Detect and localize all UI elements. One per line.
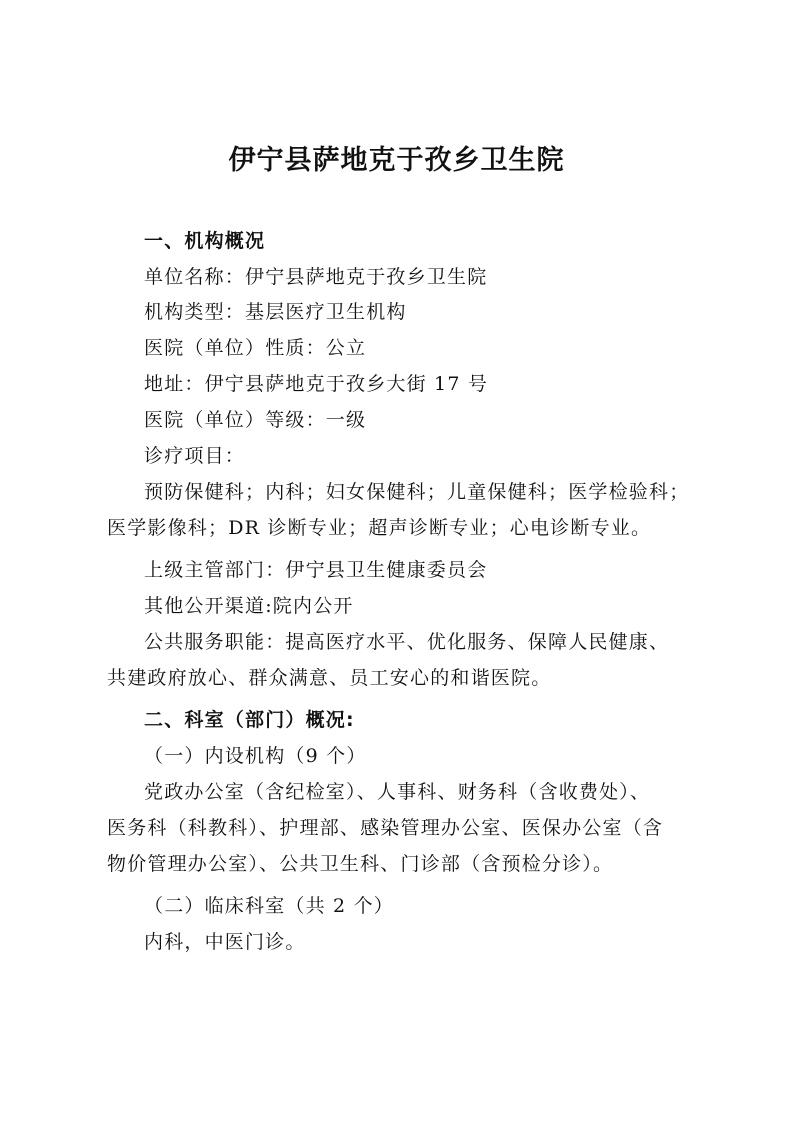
- services-list-line-2: 医学影像科；DR 诊断专业；超声诊断专业；心电诊断专业。: [107, 517, 652, 539]
- supervisor-line: 上级主管部门：伊宁县卫生健康委员会: [144, 559, 488, 581]
- other-channels-line: 其他公开渠道:院内公开: [144, 595, 354, 617]
- page-title: 伊宁县萨地克于孜乡卫生院: [228, 145, 565, 176]
- internal-institutions-line-3: 物价管理办公室）、公共卫生科、门诊部（含预检分诊）。: [107, 853, 614, 875]
- clinical-departments-list: 内科，中医门诊。: [144, 931, 306, 953]
- services-list-line-1: 预防保健科；内科；妇女保健科；儿童保健科；医学检验科；: [144, 481, 690, 503]
- hospital-nature-line: 医院（单位）性质：公立: [144, 337, 367, 359]
- institution-type-line: 机构类型：基层医疗卫生机构: [144, 301, 407, 323]
- internal-institutions-line-2: 医务科（科教科）、护理部、感染管理办公室、医保办公室（含: [107, 817, 664, 839]
- address-line: 地址：伊宁县萨地克于孜乡大街 17 号: [144, 373, 489, 395]
- section-heading-departments: 二、科室（部门）概况:: [144, 709, 355, 731]
- services-label-line: 诊疗项目：: [144, 445, 246, 467]
- unit-name-line: 单位名称：伊宁县萨地克于孜乡卫生院: [144, 266, 488, 288]
- public-service-line-1: 公共服务职能：提高医疗水平、优化服务、保障人民健康、: [144, 631, 670, 653]
- clinical-departments-heading: （二）临床科室（共 2 个）: [144, 895, 394, 917]
- internal-institutions-line-1: 党政办公室（含纪检室）、人事科、财务科（含收费处）、: [144, 781, 651, 803]
- internal-institutions-heading: （一）内设机构（9 个）: [144, 745, 367, 767]
- hospital-level-line: 医院（单位）等级：一级: [144, 409, 367, 431]
- public-service-line-2: 共建政府放心、群众满意、员工安心的和谐医院。: [107, 667, 552, 689]
- section-heading-overview: 一、机构概况: [144, 230, 266, 252]
